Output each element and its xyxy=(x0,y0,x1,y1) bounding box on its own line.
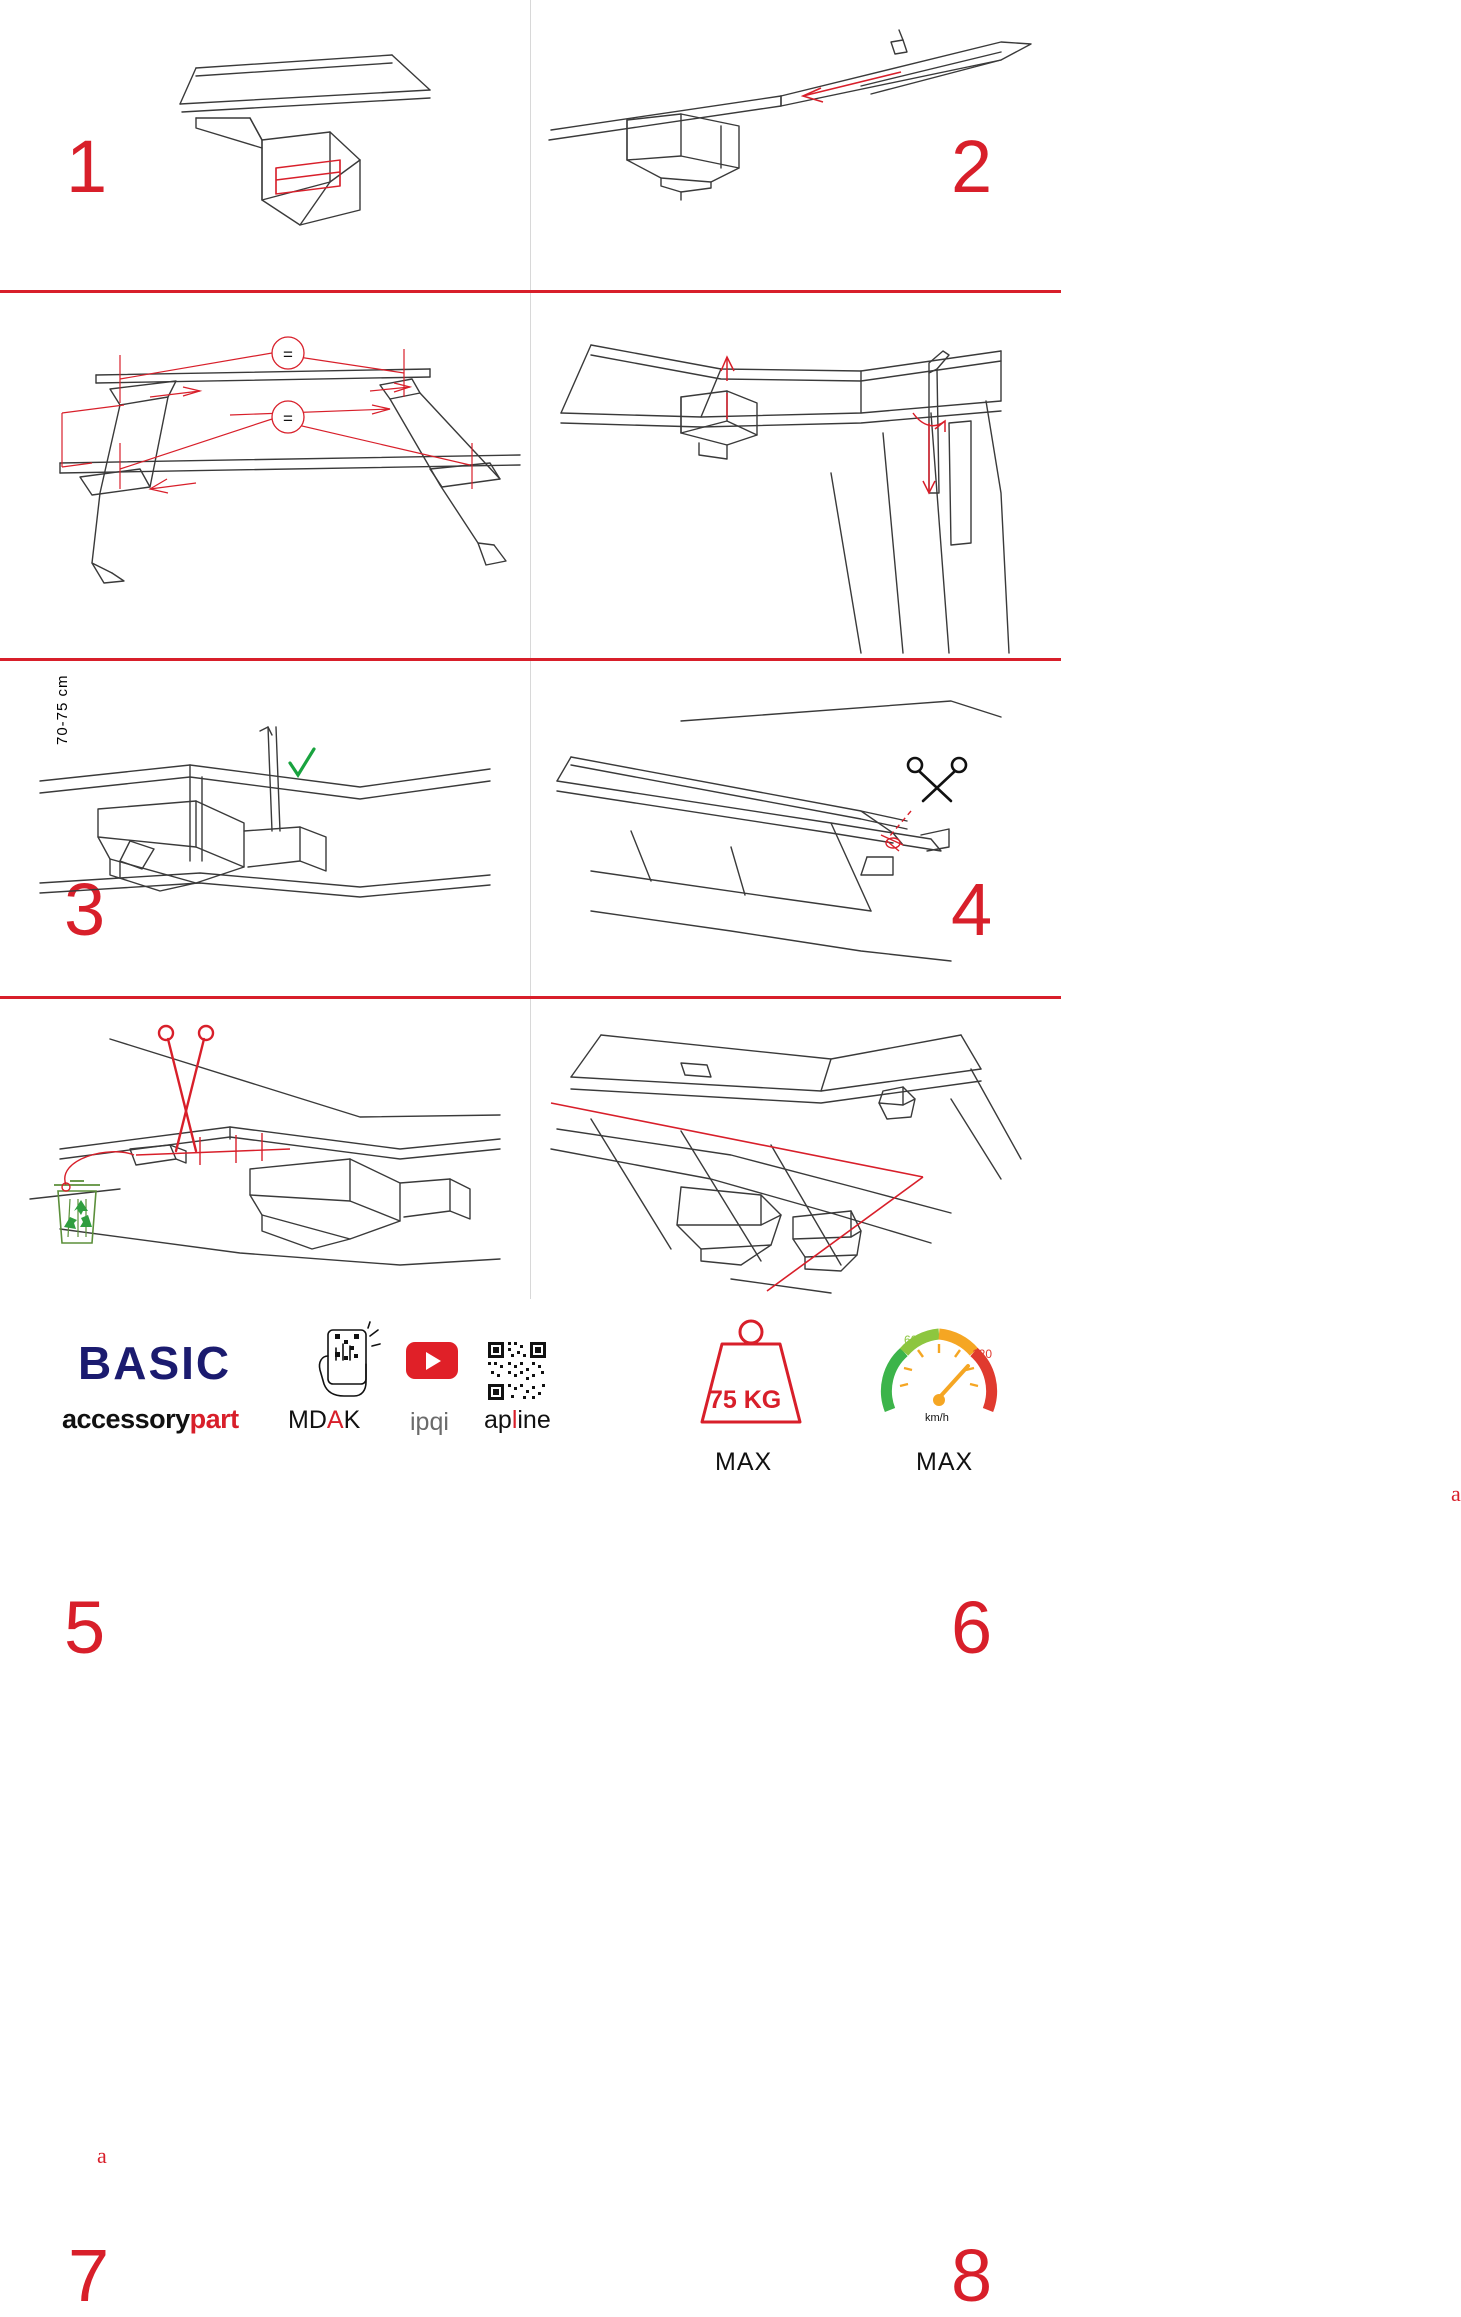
weight-icon xyxy=(686,1310,816,1440)
step-7-illustration xyxy=(0,999,530,1299)
qr-code-icon[interactable] xyxy=(486,1340,548,1402)
step-1-number: 1 xyxy=(66,125,106,208)
step-5-number: 5 xyxy=(64,1586,104,1669)
recycle-bin-icon xyxy=(54,1181,100,1243)
hand-phone-qr-icon xyxy=(310,1326,388,1402)
load-limit-value: 75 KG xyxy=(709,1386,782,1414)
step-3-illustration xyxy=(0,293,530,658)
brand-accessory-text: accessory xyxy=(62,1404,190,1434)
svg-text:=: = xyxy=(283,345,293,364)
step-5-illustration xyxy=(0,661,530,996)
speed-unit-label: km/h xyxy=(925,1412,949,1424)
apline-accent: l xyxy=(511,1406,518,1434)
svg-text:=: = xyxy=(283,409,293,428)
step-2-number: 2 xyxy=(951,125,991,208)
logo-label-ipqi: ipqi xyxy=(410,1408,449,1436)
apline-left: ap xyxy=(484,1406,512,1434)
mdak-accent: A xyxy=(326,1406,344,1434)
svg-text:60: 60 xyxy=(904,1333,918,1347)
brand-accessorypart xyxy=(62,1404,239,1435)
mdak-right: K xyxy=(343,1406,361,1434)
step-6-illustration xyxy=(531,661,1061,996)
logo-label-mdak xyxy=(288,1406,360,1435)
footer xyxy=(0,1300,1061,1500)
step-6-label-a: a xyxy=(1451,1481,1461,1506)
step-7-label-a: a xyxy=(97,2143,107,2168)
brand-part-text: part xyxy=(189,1404,239,1434)
load-limit-caption: MAX xyxy=(715,1448,773,1476)
svg-text:120: 120 xyxy=(972,1347,993,1361)
step-3-number: 3 xyxy=(64,868,104,951)
panel-step-1 xyxy=(0,0,530,290)
step-7-number: 7 xyxy=(68,2234,108,2317)
step-8-illustration xyxy=(531,999,1061,1299)
mdak-left: MD xyxy=(288,1406,327,1434)
brand-basic: BASIC xyxy=(78,1337,232,1389)
panel-step-3 xyxy=(0,293,530,951)
step-6-number: 6 xyxy=(951,1586,991,1669)
panel-step-2 xyxy=(531,0,1061,290)
speed-limit-caption: MAX xyxy=(916,1448,974,1476)
step-4-number: 4 xyxy=(951,868,991,951)
step-4-illustration xyxy=(531,293,1061,658)
apline-right: ine xyxy=(517,1406,551,1434)
youtube-play-icon[interactable] xyxy=(406,1342,458,1379)
step-8-number: 8 xyxy=(951,2234,991,2317)
logo-label-apline xyxy=(484,1406,551,1435)
step-3-distance-label: 70-75 cm xyxy=(54,674,71,745)
panel-step-4 xyxy=(531,293,1061,951)
